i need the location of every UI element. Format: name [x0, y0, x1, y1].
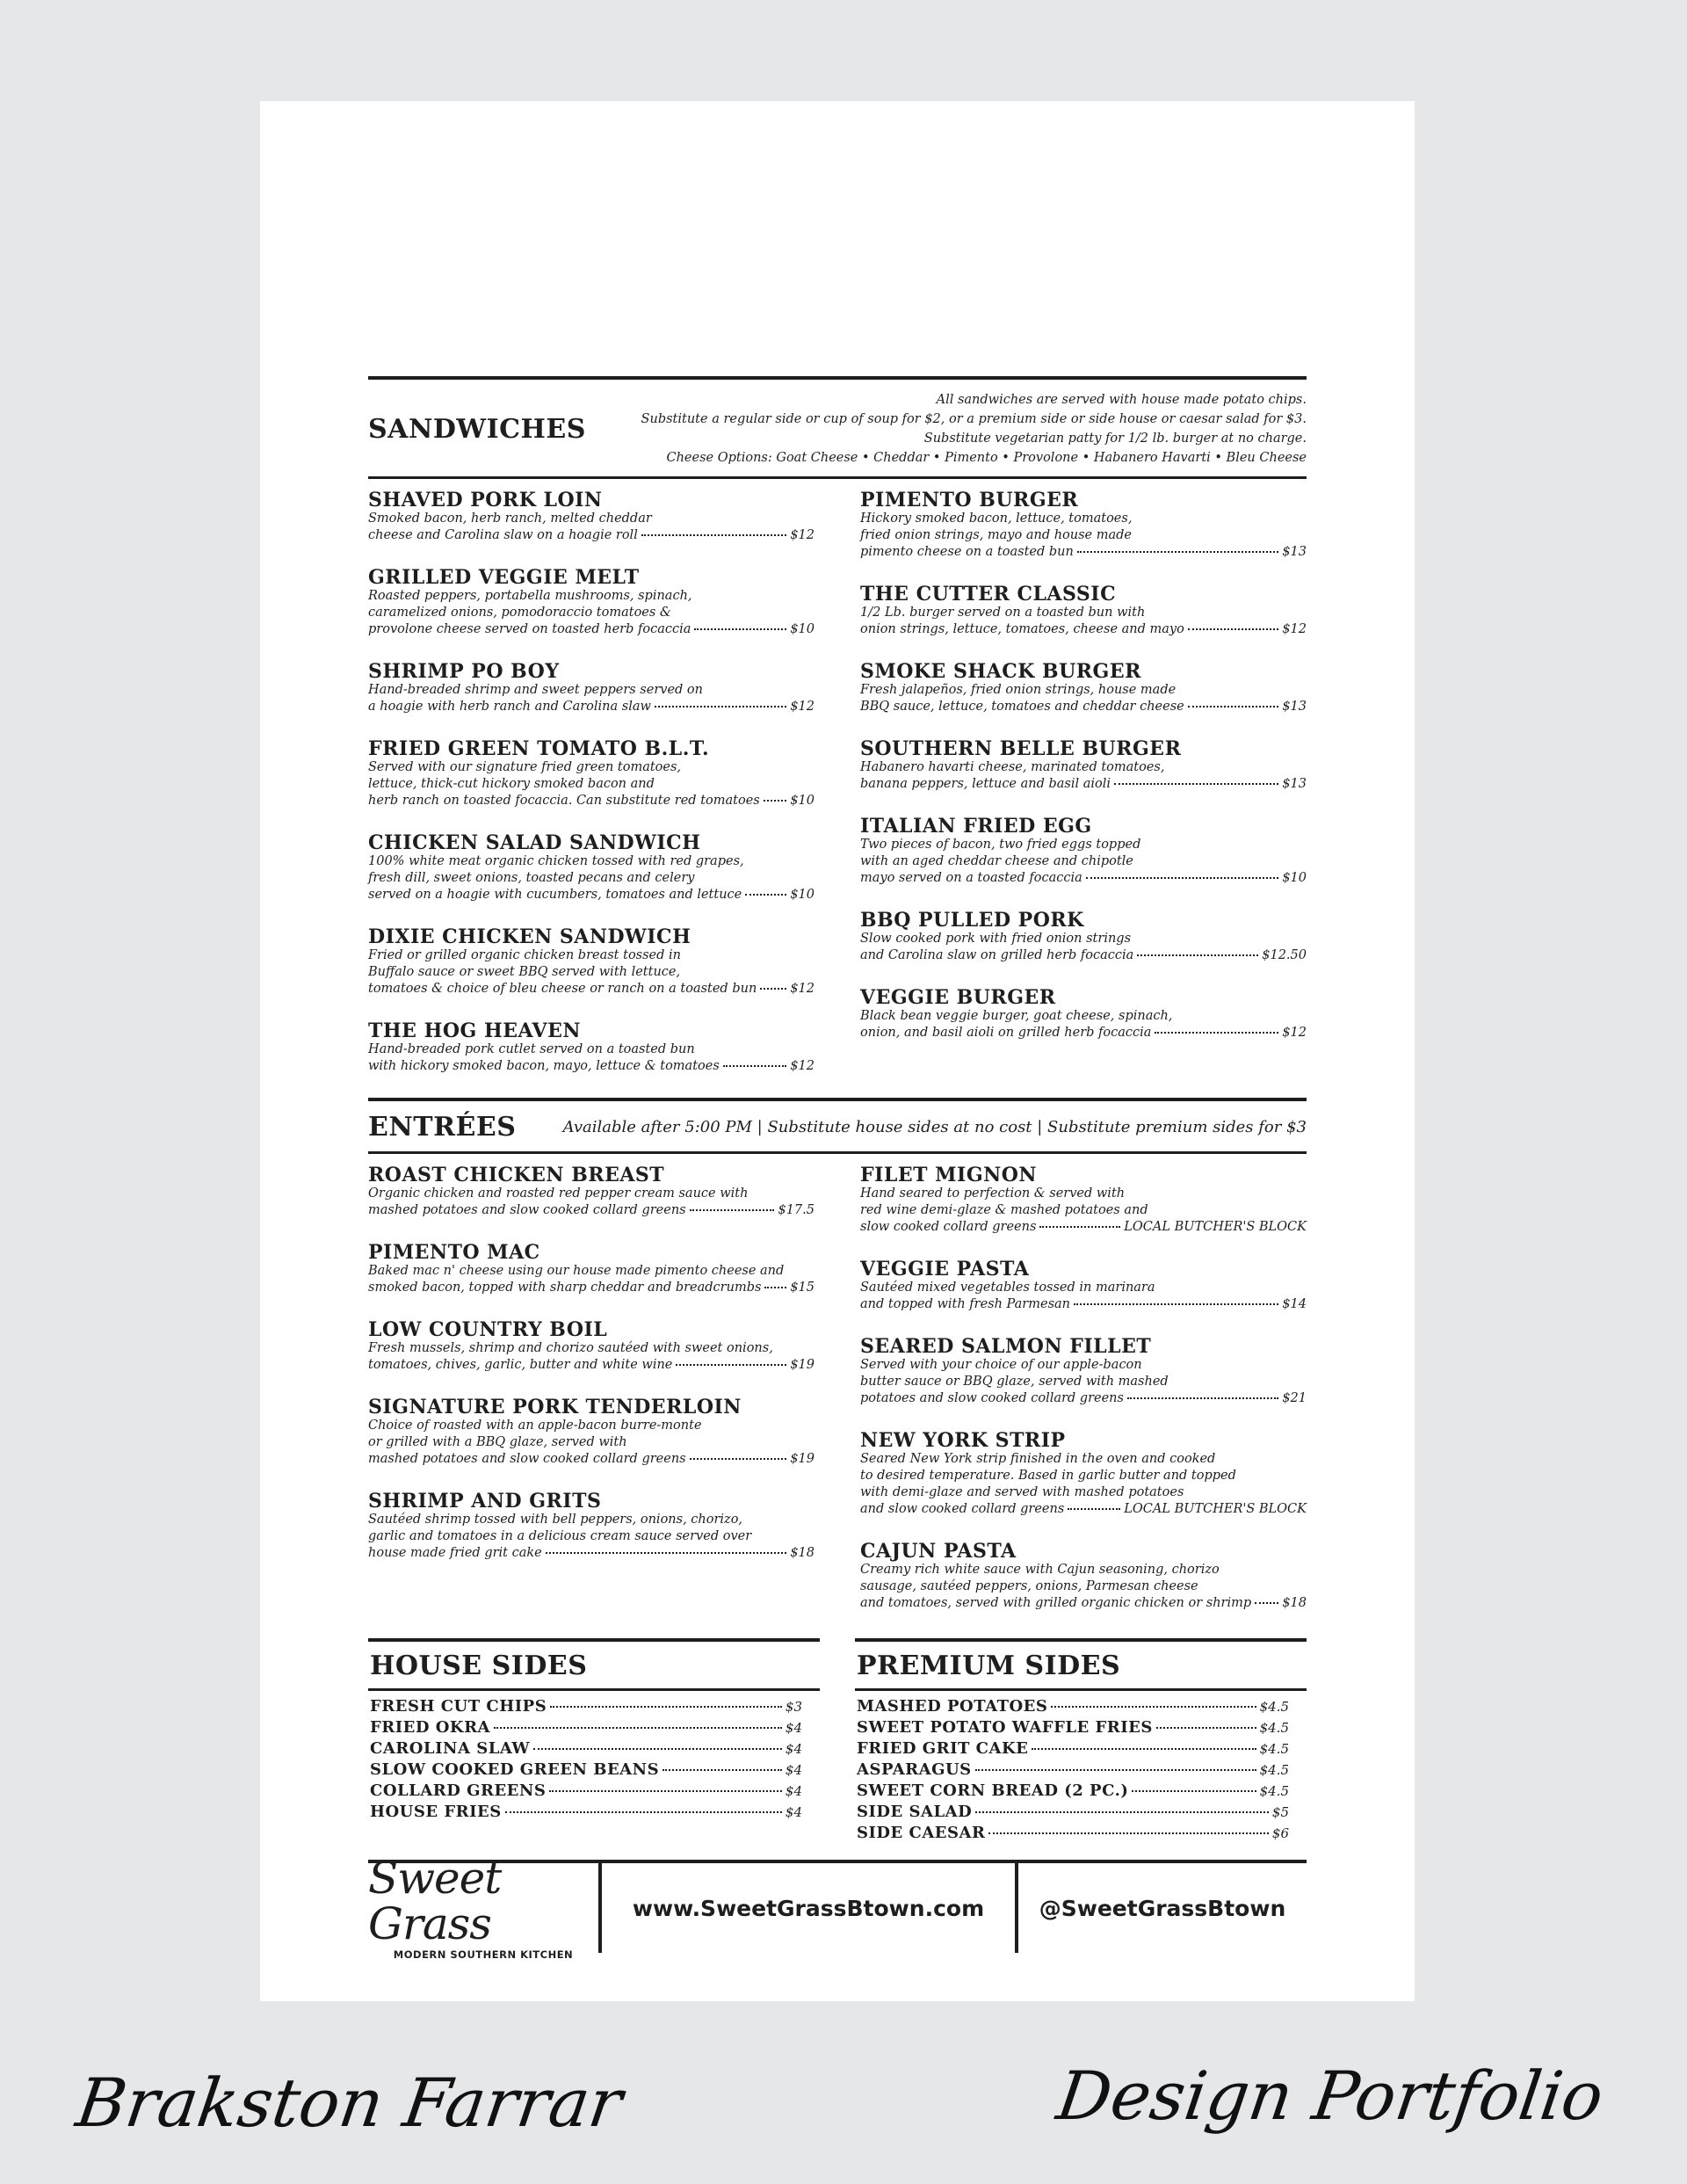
item-description: and topped with fresh Parmesan: [860, 1297, 1070, 1311]
menu-item: [368, 1165, 815, 1219]
dot-leader: [655, 706, 786, 707]
item-description: banana peppers, lettuce and basil aioli: [860, 777, 1111, 791]
item-price-line: [368, 1545, 815, 1562]
item-description: BBQ sauce, lettuce, tomatoes and cheddar cheese: [860, 700, 1184, 714]
item-name: DIXIE CHICKEN SANDWICH: [368, 925, 691, 948]
dot-leader: [1077, 551, 1278, 553]
side-item: [857, 1717, 1305, 1738]
item-description: pimento cheese on a toasted bun: [860, 545, 1074, 559]
item-price: $12: [790, 700, 815, 714]
item-description: Black bean veggie burger, goat cheese, spinach,: [860, 1009, 1173, 1023]
side-price: $4: [785, 1804, 802, 1820]
note-line: Cheese Options: Goat Cheese • Cheddar • Pimento • Provolone • Habanero Havarti • Bleu Cheese: [666, 451, 1307, 465]
item-price: LOCAL BUTCHER'S BLOCK: [1124, 1502, 1307, 1516]
dot-leader: [662, 1769, 782, 1771]
entrees-note: Available after 5:00 PM | Substitute house sides at no cost | Substitute premium sides for $3: [562, 1118, 1307, 1136]
menu-item: [368, 1242, 815, 1296]
item-description: sausage, sautéed peppers, onions, Parmesan cheese: [860, 1579, 1198, 1593]
side-item: [370, 1738, 818, 1760]
item-description: or grilled with a BBQ glaze, served with: [368, 1435, 627, 1449]
menu-item: [368, 926, 815, 998]
dot-leader: [1255, 1602, 1278, 1604]
side-name: SIDE SALAD: [857, 1803, 973, 1821]
menu-item: [860, 910, 1307, 964]
item-description: Buffalo sauce or sweet BBQ served with lettuce,: [368, 965, 681, 979]
side-item: [370, 1760, 818, 1781]
item-price: $12: [790, 1059, 815, 1073]
item-description: Two pieces of bacon, two fried eggs topped: [860, 838, 1141, 852]
side-price: $4: [785, 1762, 802, 1778]
entrees-right-column: [860, 1165, 1307, 1635]
item-description: caramelized onions, pomodoraccio tomatoes &: [368, 606, 671, 620]
side-price: $6: [1271, 1825, 1289, 1841]
item-price-line: [860, 776, 1307, 793]
item-price-line: [368, 1357, 815, 1374]
item-description: Hand-breaded shrimp and sweet peppers served on: [368, 683, 703, 697]
side-item: [370, 1802, 818, 1823]
item-name: NEW YORK STRIP: [860, 1429, 1066, 1452]
item-price: $12: [1282, 1026, 1307, 1040]
dot-leader: [1155, 1032, 1278, 1034]
side-name: FRESH CUT CHIPS: [370, 1697, 547, 1716]
item-description: Fresh jalapeños, fried onion strings, house made: [860, 683, 1177, 697]
side-name: FRIED OKRA: [370, 1718, 491, 1737]
dot-leader: [1086, 877, 1279, 879]
dot-leader: [760, 988, 786, 990]
item-price-line: [368, 699, 815, 715]
menu-item: [368, 1491, 815, 1562]
item-description: served on a hoagie with cucumbers, tomatoes and lettuce: [368, 888, 742, 902]
item-price: $13: [1282, 545, 1307, 559]
item-name: THE CUTTER CLASSIC: [860, 583, 1117, 606]
item-description: mashed potatoes and slow cooked collard greens: [368, 1203, 686, 1217]
item-description: onion, and basil aioli on grilled herb focaccia: [860, 1026, 1152, 1040]
dot-leader: [1032, 1748, 1256, 1750]
item-description: slow cooked collard greens: [860, 1220, 1037, 1234]
item-description: to desired temperature. Based in garlic butter and topped: [860, 1469, 1236, 1483]
item-price-line: [368, 1202, 815, 1219]
dot-leader: [764, 800, 787, 802]
dot-leader: [505, 1811, 782, 1813]
dot-leader: [1132, 1790, 1256, 1792]
item-description: red wine demi-glaze & mashed potatoes and: [860, 1203, 1148, 1217]
item-description: and slow cooked collard greens: [860, 1502, 1065, 1516]
side-name: CAROLINA SLAW: [370, 1739, 531, 1758]
sandwiches-notes: [641, 390, 1307, 468]
entrees-columns: [368, 1154, 1307, 1635]
premium-sides-list: [855, 1691, 1307, 1844]
note-line: Substitute vegetarian patty for 1/2 lb. burger at no charge.: [923, 432, 1307, 446]
item-description: a hoagie with herb ranch and Carolina slaw: [368, 700, 651, 714]
item-name: SMOKE SHACK BURGER: [860, 660, 1141, 683]
item-description: with demi-glaze and served with mashed potatoes: [860, 1485, 1184, 1499]
dot-leader: [1068, 1508, 1120, 1510]
item-name: PIMENTO BURGER: [860, 489, 1079, 512]
item-description: potatoes and slow cooked collard greens: [860, 1391, 1124, 1405]
menu-item: [368, 1020, 815, 1075]
item-price: $13: [1282, 777, 1307, 791]
item-name: SIGNATURE PORK TENDERLOIN: [368, 1396, 742, 1419]
item-description: Fresh mussels, shrimp and chorizo sautéed with sweet onions,: [368, 1341, 773, 1355]
section-title-premium-sides: PREMIUM SIDES: [857, 1651, 1121, 1681]
item-price: $15: [790, 1281, 815, 1295]
dot-leader: [546, 1552, 787, 1554]
item-description: garlic and tomatoes in a delicious cream sauce served over: [368, 1529, 752, 1543]
side-name: COLLARD GREENS: [370, 1781, 547, 1800]
item-description: and Carolina slaw on grilled herb focaccia: [860, 948, 1134, 962]
item-price-line: [860, 1219, 1307, 1236]
dot-leader: [1114, 783, 1278, 785]
side-price: $4: [785, 1783, 802, 1799]
item-description: herb ranch on toasted focaccia. Can substitute red tomatoes: [368, 794, 760, 808]
item-name: THE HOG HEAVEN: [368, 1019, 581, 1042]
dot-leader: [676, 1364, 786, 1366]
item-price-line: [368, 793, 815, 809]
menu-item: [368, 1397, 815, 1468]
menu-item: [368, 567, 815, 638]
item-price: $21: [1282, 1391, 1307, 1405]
premium-sides: [855, 1638, 1307, 1844]
side-item: [857, 1738, 1305, 1760]
menu-item: [368, 1319, 815, 1374]
item-price: $12: [1282, 622, 1307, 636]
menu-item: [860, 1336, 1307, 1407]
item-name: ROAST CHICKEN BREAST: [368, 1164, 665, 1186]
item-description: Hickory smoked bacon, lettuce, tomatoes,: [860, 512, 1133, 526]
menu-item: [860, 661, 1307, 715]
item-price-line: [860, 544, 1307, 561]
item-price-line: [860, 621, 1307, 638]
item-description: with hickory smoked bacon, mayo, lettuce & tomatoes: [368, 1059, 720, 1073]
item-name: SHRIMP PO BOY: [368, 660, 560, 683]
item-description: provolone cheese served on toasted herb focaccia: [368, 622, 691, 636]
dot-leader: [975, 1769, 1256, 1771]
item-description: mayo served on a toasted focaccia: [860, 871, 1082, 885]
item-description: mashed potatoes and slow cooked collard greens: [368, 1452, 686, 1466]
item-description: Served with your choice of our apple-bacon: [860, 1358, 1142, 1372]
item-description: fried onion strings, mayo and house made: [860, 528, 1133, 542]
item-description: tomatoes & choice of bleu cheese or ranch on a toasted bun: [368, 982, 757, 996]
item-name: VEGGIE BURGER: [860, 986, 1056, 1009]
sandwiches-columns: [368, 479, 1307, 1098]
menu-item: [368, 832, 815, 903]
item-description: Habanero havarti cheese, marinated tomatoes,: [860, 760, 1165, 774]
item-price-line: [860, 1296, 1307, 1313]
item-price: LOCAL BUTCHER'S BLOCK: [1124, 1220, 1307, 1234]
dot-leader: [533, 1748, 782, 1750]
item-price-line: [368, 527, 815, 544]
house-sides: [368, 1638, 820, 1844]
item-price-line: [860, 1595, 1307, 1612]
item-description: Baked mac n' cheese using our house made pimento cheese and: [368, 1264, 785, 1278]
side-price: $4.5: [1259, 1762, 1289, 1778]
side-name: SWEET POTATO WAFFLE FRIES: [857, 1718, 1153, 1737]
item-description: Hand-breaded pork cutlet served on a toasted bun: [368, 1042, 695, 1056]
item-price: $18: [790, 1546, 815, 1560]
sandwiches-header: [368, 380, 1307, 476]
dot-leader: [690, 1458, 787, 1460]
item-price-line: [860, 947, 1307, 964]
menu-item: [368, 661, 815, 715]
item-price-line: [860, 870, 1307, 887]
side-name: ASPARAGUS: [857, 1760, 972, 1779]
item-description: Fried or grilled organic chicken breast tossed in: [368, 948, 682, 962]
item-price-line: [860, 1390, 1307, 1407]
item-description: lettuce, thick-cut hickory smoked bacon and: [368, 777, 655, 791]
menu-footer: [368, 1853, 1307, 1961]
item-description: smoked bacon, topped with sharp cheddar and breadcrumbs: [368, 1281, 762, 1295]
menu-item: [860, 584, 1307, 638]
item-description: Choice of roasted with an apple-bacon burre-monte: [368, 1419, 702, 1433]
logo-name: Sweet Grass: [368, 1853, 502, 1949]
item-price-line: [368, 1451, 815, 1468]
side-price: $3: [785, 1699, 802, 1715]
side-price: $4.5: [1259, 1720, 1289, 1736]
item-price: $18: [1282, 1596, 1307, 1610]
item-name: PIMENTO MAC: [368, 1241, 540, 1264]
item-description: fresh dill, sweet onions, toasted pecans and celery: [368, 871, 695, 885]
menu-item: [860, 1430, 1307, 1518]
item-price: $10: [790, 622, 815, 636]
item-name: ITALIAN FRIED EGG: [860, 815, 1092, 838]
dot-leader: [1188, 706, 1279, 707]
item-name: CAJUN PASTA: [860, 1540, 1017, 1563]
menu-item: [860, 987, 1307, 1041]
menu-item: [860, 1165, 1307, 1236]
item-name: VEGGIE PASTA: [860, 1258, 1030, 1281]
side-name: MASHED POTATOES: [857, 1697, 1048, 1716]
item-name: SEARED SALMON FILLET: [860, 1335, 1152, 1358]
section-title-sandwiches: SANDWICHES: [368, 413, 586, 445]
side-name: FRIED GRIT CAKE: [857, 1739, 1029, 1758]
side-name: SIDE CAESAR: [857, 1824, 986, 1842]
side-name: HOUSE FRIES: [370, 1803, 502, 1821]
side-item: [857, 1760, 1305, 1781]
item-description: Hand seared to perfection & served with: [860, 1186, 1126, 1201]
dot-leader: [764, 1287, 786, 1288]
side-item: [370, 1781, 818, 1802]
sandwiches-right-column: [860, 490, 1307, 1098]
note-line: All sandwiches are served with house made potato chips.: [936, 393, 1307, 407]
item-description: Seared New York strip finished in the oven and cooked: [860, 1452, 1216, 1466]
item-name: LOW COUNTRY BOIL: [368, 1318, 608, 1341]
item-description: cheese and Carolina slaw on a hoagie roll: [368, 528, 638, 542]
dot-leader: [694, 628, 786, 630]
item-price: $13: [1282, 700, 1307, 714]
item-name: SHRIMP AND GRITS: [368, 1490, 602, 1513]
item-price-line: [368, 887, 815, 903]
item-price: $17.5: [778, 1203, 815, 1217]
item-price-line: [860, 699, 1307, 715]
dot-leader: [641, 534, 786, 536]
dot-leader: [549, 1790, 782, 1792]
menu-item: [860, 738, 1307, 793]
item-description: Sautéed shrimp tossed with bell peppers, onions, chorizo,: [368, 1513, 743, 1527]
item-name: FILET MIGNON: [860, 1164, 1037, 1186]
website-link[interactable]: www.SweetGrassBtown.com: [602, 1863, 1018, 1953]
menu-item: [860, 816, 1307, 887]
dot-leader: [550, 1706, 782, 1708]
item-description: Creamy rich white sauce with Cajun seasoning, chorizo: [860, 1563, 1220, 1577]
item-price-line: [368, 1280, 815, 1296]
item-description: house made fried grit cake: [368, 1546, 542, 1560]
item-price-line: [368, 1058, 815, 1075]
social-handle[interactable]: @SweetGrassBtown: [1039, 1895, 1286, 1921]
side-price: $4: [785, 1741, 802, 1757]
item-description: with an aged cheddar cheese and chipotle: [860, 854, 1133, 868]
item-price: $12.50: [1262, 948, 1307, 962]
portfolio-signature: Design Portfolio: [1052, 2057, 1609, 2135]
side-item: [370, 1717, 818, 1738]
item-description: Slow cooked pork with fried onion strings: [860, 932, 1132, 946]
item-name: FRIED GREEN TOMATO B.L.T.: [368, 737, 710, 760]
dot-leader: [1039, 1226, 1120, 1228]
item-price: $10: [1282, 871, 1307, 885]
item-description: onion strings, lettuce, tomatoes, cheese and mayo: [860, 622, 1184, 636]
author-signature: Brakston Farrar: [71, 2064, 627, 2142]
item-price: $10: [790, 888, 815, 902]
item-price: $12: [790, 982, 815, 996]
dot-leader: [988, 1832, 1268, 1834]
menu: [368, 376, 1307, 1961]
dot-leader: [494, 1727, 782, 1729]
item-description: Roasted peppers, portabella mushrooms, spinach,: [368, 589, 692, 603]
side-price: $4.5: [1259, 1783, 1289, 1799]
menu-item: [368, 738, 815, 809]
side-item: [857, 1823, 1305, 1844]
item-price: $10: [790, 794, 815, 808]
dot-leader: [975, 1811, 1269, 1813]
logo-tagline: MODERN SOUTHERN KITCHEN: [393, 1948, 574, 1961]
item-description: tomatoes, chives, garlic, butter and white wine: [368, 1358, 673, 1372]
item-description: and tomatoes, served with grilled organic chicken or shrimp: [860, 1596, 1252, 1610]
restaurant-logo: [368, 1853, 602, 1961]
item-price: $19: [790, 1452, 815, 1466]
dot-leader: [745, 894, 786, 896]
side-price: $4.5: [1259, 1699, 1289, 1715]
item-description: 1/2 Lb. burger served on a toasted bun with: [860, 606, 1146, 620]
entrees-left-column: [368, 1165, 815, 1635]
item-name: SOUTHERN BELLE BURGER: [860, 737, 1182, 760]
item-description: butter sauce or BBQ glaze, served with mashed: [860, 1375, 1169, 1389]
dot-leader: [723, 1065, 787, 1067]
side-name: SLOW COOKED GREEN BEANS: [370, 1760, 660, 1779]
item-name: CHICKEN SALAD SANDWICH: [368, 831, 701, 854]
item-price: $14: [1282, 1297, 1307, 1311]
item-price-line: [368, 621, 815, 638]
section-title-house-sides: HOUSE SIDES: [370, 1651, 588, 1681]
item-price-line: [860, 1501, 1307, 1518]
side-price: $4.5: [1259, 1741, 1289, 1757]
item-price: $12: [790, 528, 815, 542]
item-name: GRILLED VEGGIE MELT: [368, 566, 640, 589]
house-sides-list: [368, 1691, 820, 1823]
sides: [368, 1638, 1307, 1844]
side-item: [370, 1696, 818, 1717]
item-description: Sautéed mixed vegetables tossed in marinara: [860, 1281, 1155, 1295]
menu-item: [860, 490, 1307, 561]
note-line: Substitute a regular side or cup of soup for $2, or a premium side or side house or caesar salad for $3.: [641, 412, 1307, 426]
dot-leader: [1051, 1706, 1256, 1708]
item-price-line: [368, 981, 815, 998]
item-name: BBQ PULLED PORK: [860, 909, 1084, 932]
dot-leader: [1188, 628, 1278, 630]
item-description: Smoked bacon, herb ranch, melted cheddar: [368, 512, 652, 526]
entrees-header: [368, 1101, 1307, 1151]
side-item: [857, 1696, 1305, 1717]
item-description: Served with our signature fried green tomatoes,: [368, 760, 682, 774]
side-item: [857, 1802, 1305, 1823]
menu-item: [860, 1259, 1307, 1313]
side-name: SWEET CORN BREAD (2 PC.): [857, 1781, 1129, 1800]
item-description: 100% white meat organic chicken tossed with red grapes,: [368, 854, 744, 868]
dot-leader: [690, 1209, 775, 1211]
item-name: SHAVED PORK LOIN: [368, 489, 603, 512]
item-price: $19: [790, 1358, 815, 1372]
dot-leader: [1127, 1397, 1278, 1399]
dot-leader: [1137, 954, 1258, 956]
menu-item: [368, 490, 815, 544]
dot-leader: [1156, 1727, 1256, 1729]
dot-leader: [1074, 1303, 1278, 1305]
side-price: $5: [1271, 1804, 1289, 1820]
menu-item: [860, 1541, 1307, 1612]
item-price-line: [860, 1025, 1307, 1041]
side-price: $4: [785, 1720, 802, 1736]
sandwiches-left-column: [368, 490, 815, 1098]
side-item: [857, 1781, 1305, 1802]
section-title-entrees: ENTRÉES: [368, 1112, 517, 1143]
item-description: Organic chicken and roasted red pepper cream sauce with: [368, 1186, 749, 1201]
